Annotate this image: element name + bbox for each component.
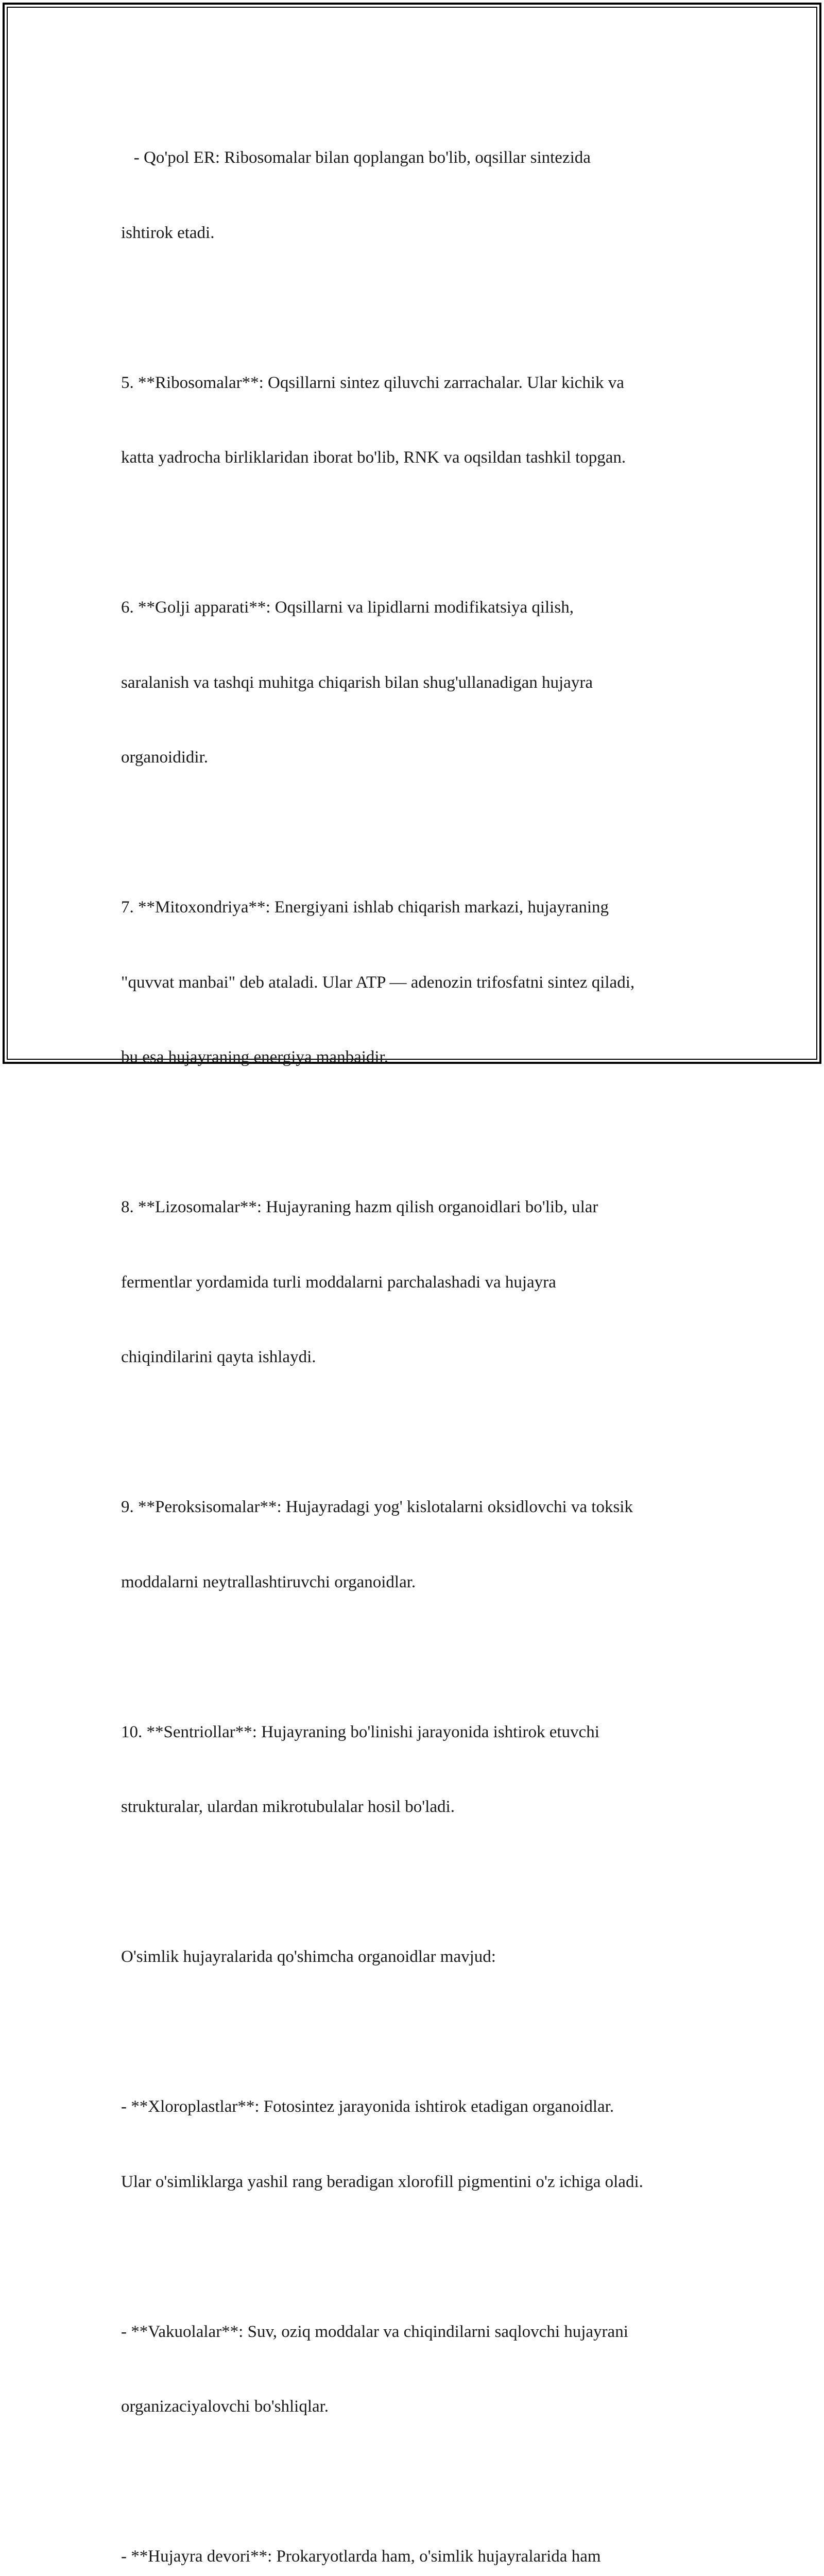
text-line: O'simlik hujayralarida qo'shimcha organoidlar mavjud:: [121, 1947, 496, 1966]
paragraph-cell-wall: [121, 2494, 713, 2576]
text-line: katta yadrocha birliklaridan iborat bo'lib, RNK va oqsildan tashkil topgan.: [121, 448, 626, 467]
paragraph-rough-er: [121, 95, 713, 295]
text-line: bu esa hujayraning energiya manbaidir.: [121, 1048, 388, 1066]
paragraph-ribosomes: [121, 320, 713, 520]
paragraph-lysosomes: [121, 1145, 713, 1420]
text-line: strukturalar, ulardan mikrotubulalar hosil bo'ladi.: [121, 1798, 455, 1816]
text-line: "quvvat manbai" deb ataladi. Ular ATP — adenozin trifosfatni sintez qiladi,: [121, 973, 635, 992]
text-line: - **Hujayra devori**: Prokaryotlarda ham, o'simlik hujayralarida ham: [121, 2547, 601, 2566]
text-line: moddalarni neytrallashtiruvchi organoidlar.: [121, 1572, 416, 1591]
text-line: fermentlar yordamida turli moddalarni parchalashadi va hujayra: [121, 1273, 556, 1292]
text-line: organizaciyalovchi bo'shliqlar.: [121, 2397, 329, 2416]
paragraph-chloroplasts: [121, 2044, 713, 2244]
text-line: 7. **Mitoxondriya**: Energiyani ishlab chiqarish markazi, hujayraning: [121, 898, 609, 917]
text-line: - Qo'pol ER: Ribosomalar bilan qoplangan bo'lib, oqsillar sintezida: [121, 148, 591, 167]
text-line: organoididir.: [121, 748, 208, 767]
text-line: 6. **Golji apparati**: Oqsillarni va lipidlarni modifikatsiya qilish,: [121, 598, 574, 617]
paragraph-plant-intro: [121, 1894, 713, 2020]
text-line: 8. **Lizosomalar**: Hujayraning hazm qilish organoidlari bo'lib, ular: [121, 1198, 598, 1216]
document-body: [121, 95, 713, 2576]
text-line: - **Vakuolalar**: Suv, oziq moddalar va chiqindilarni saqlovchi hujayrani: [121, 2322, 628, 2341]
text-line: Ular o'simliklarga yashil rang beradigan xlorofill pigmentini o'z ichiga oladi.: [121, 2172, 643, 2191]
paragraph-mitochondria: [121, 845, 713, 1120]
text-line: ishtirok etadi.: [121, 223, 215, 242]
text-line: 9. **Peroksisomalar**: Hujayradagi yog' kislotalarni oksidlovchi va toksik: [121, 1498, 633, 1516]
text-line: - **Xloroplastlar**: Fotosintez jarayonida ishtirok etadigan organoidlar.: [121, 2097, 614, 2116]
paragraph-golgi: [121, 545, 713, 820]
text-line: saralanish va tashqi muhitga chiqarish bilan shug'ullanadigan hujayra: [121, 673, 593, 692]
text-line: 10. **Sentriollar**: Hujayraning bo'linishi jarayonida ishtirok etuvchi: [121, 1722, 599, 1741]
text-line: 5. **Ribosomalar**: Oqsillarni sintez qiluvchi zarrachalar. Ular kichik va: [121, 373, 624, 392]
paragraph-centrioles: [121, 1670, 713, 1870]
paragraph-vacuoles: [121, 2269, 713, 2469]
paragraph-peroxisomes: [121, 1445, 713, 1645]
text-line: chiqindilarini qayta ishlaydi.: [121, 1348, 316, 1366]
